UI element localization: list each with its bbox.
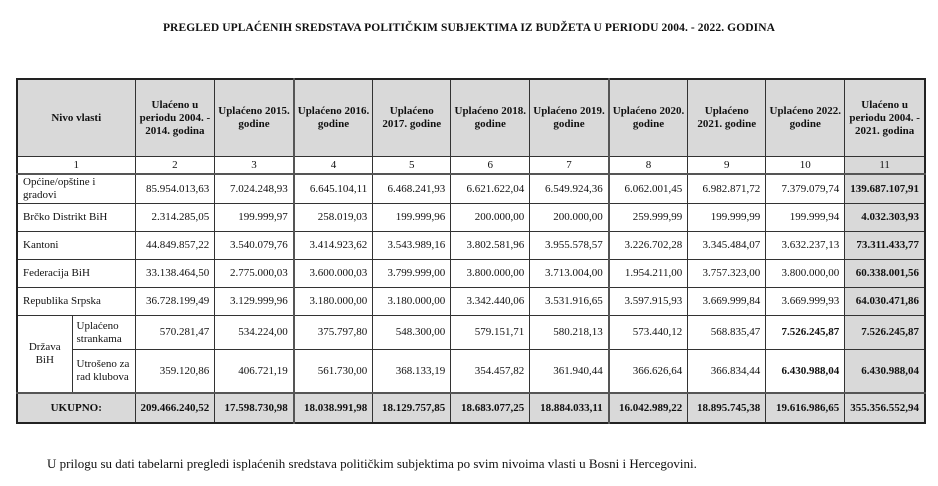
value-cell: 3.669.999,84	[688, 288, 766, 316]
value-cell: 3.799.999,00	[373, 260, 451, 288]
column-index-row	[17, 157, 925, 175]
row-label: Republika Srpska	[17, 288, 135, 316]
value-cell: 3.597.915,93	[609, 288, 688, 316]
value-cell: 199.999,97	[215, 204, 294, 232]
value-cell: 580.218,13	[530, 316, 609, 350]
value-cell: 366.834,44	[688, 350, 766, 394]
group-label-drzava-bih: Država BiH	[17, 316, 72, 394]
value-cell: 375.797,80	[294, 316, 373, 350]
total-cell: 139.687.107,91	[845, 174, 925, 204]
value-cell: 579.151,71	[451, 316, 530, 350]
value-cell: 199.999,96	[373, 204, 451, 232]
header-col-9: Uplaćeno 2021. godine	[688, 79, 766, 157]
value-cell: 368.133,19	[373, 350, 451, 394]
table-row-drzava-uplaceno	[17, 316, 925, 350]
index-cell: 5	[373, 157, 451, 175]
row-label: Uplaćeno strankama	[72, 316, 135, 350]
value-cell: 561.730,00	[294, 350, 373, 394]
index-cell: 9	[688, 157, 766, 175]
table-row-drzava-utroseno	[17, 350, 925, 394]
total-value-cell: 18.129.757,85	[373, 393, 451, 423]
document-title: PREGLED UPLAĆENIH SREDSTAVA POLITIČKIM SUBJEKTIMA IZ BUDŽETA U PERIODU 2004. - 2022. GODINA	[162, 22, 776, 34]
total-value-cell: 18.884.033,11	[530, 393, 609, 423]
value-cell: 6.430.988,04	[766, 350, 845, 394]
header-col-5: Uplaćeno 2017. godine	[373, 79, 451, 157]
value-cell: 44.849.857,22	[135, 232, 215, 260]
index-cell: 10	[766, 157, 845, 175]
index-cell: 1	[17, 157, 135, 175]
value-cell: 3.345.484,07	[688, 232, 766, 260]
total-cell: 4.032.303,93	[845, 204, 925, 232]
value-cell: 3.955.578,57	[530, 232, 609, 260]
row-label: Kantoni	[17, 232, 135, 260]
total-cell: 6.430.988,04	[845, 350, 925, 394]
value-cell: 3.543.989,16	[373, 232, 451, 260]
value-cell: 33.138.464,50	[135, 260, 215, 288]
value-cell: 3.632.237,13	[766, 232, 845, 260]
value-cell: 36.728.199,49	[135, 288, 215, 316]
value-cell: 361.940,44	[530, 350, 609, 394]
header-col-11: Ulaćeno u periodu 2004. - 2021. godina	[845, 79, 925, 157]
index-cell: 6	[451, 157, 530, 175]
value-cell: 7.526.245,87	[766, 316, 845, 350]
value-cell: 3.531.916,65	[530, 288, 609, 316]
value-cell: 3.757.323,00	[688, 260, 766, 288]
value-cell: 85.954.013,63	[135, 174, 215, 204]
value-cell: 3.226.702,28	[609, 232, 688, 260]
total-value-cell: 17.598.730,98	[215, 393, 294, 423]
value-cell: 366.626,64	[609, 350, 688, 394]
index-cell: 4	[294, 157, 373, 175]
value-cell: 199.999,99	[688, 204, 766, 232]
total-cell: 64.030.471,86	[845, 288, 925, 316]
header-col-7: Uplaćeno 2019. godine	[530, 79, 609, 157]
value-cell: 200.000,00	[530, 204, 609, 232]
value-cell: 3.802.581,96	[451, 232, 530, 260]
value-cell: 2.314.285,05	[135, 204, 215, 232]
value-cell: 6.645.104,11	[294, 174, 373, 204]
totals-row	[17, 393, 925, 423]
value-cell: 6.621.622,04	[451, 174, 530, 204]
value-cell: 570.281,47	[135, 316, 215, 350]
value-cell: 3.800.000,00	[766, 260, 845, 288]
header-col-3: Uplaćeno 2015. godine	[215, 79, 294, 157]
index-cell: 11	[845, 157, 925, 175]
value-cell: 7.024.248,93	[215, 174, 294, 204]
value-cell: 259.999,99	[609, 204, 688, 232]
header-nivo-vlasti: Nivo vlasti	[17, 79, 135, 157]
table-row	[17, 204, 925, 232]
value-cell: 6.468.241,93	[373, 174, 451, 204]
total-cell: 60.338.001,56	[845, 260, 925, 288]
header-row	[17, 79, 925, 157]
row-label: Općine/opštine i gradovi	[17, 174, 135, 204]
table-row	[17, 232, 925, 260]
index-cell: 2	[135, 157, 215, 175]
total-cell: 73.311.433,77	[845, 232, 925, 260]
value-cell: 568.835,47	[688, 316, 766, 350]
value-cell: 258.019,03	[294, 204, 373, 232]
value-cell: 3.180.000,00	[373, 288, 451, 316]
value-cell: 6.982.871,72	[688, 174, 766, 204]
value-cell: 6.062.001,45	[609, 174, 688, 204]
value-cell: 534.224,00	[215, 316, 294, 350]
value-cell: 200.000,00	[451, 204, 530, 232]
value-cell: 3.540.079,76	[215, 232, 294, 260]
value-cell: 573.440,12	[609, 316, 688, 350]
index-cell: 8	[609, 157, 688, 175]
value-cell: 3.129.999,96	[215, 288, 294, 316]
payments-table	[16, 78, 926, 424]
value-cell: 359.120,86	[135, 350, 215, 394]
value-cell: 548.300,00	[373, 316, 451, 350]
value-cell: 3.600.000,03	[294, 260, 373, 288]
total-value-cell: 18.038.991,98	[294, 393, 373, 423]
index-cell: 3	[215, 157, 294, 175]
value-cell: 7.379.079,74	[766, 174, 845, 204]
value-cell: 3.800.000,00	[451, 260, 530, 288]
table-row	[17, 260, 925, 288]
row-label: Brčko Distrikt BiH	[17, 204, 135, 232]
total-value-cell: 209.466.240,52	[135, 393, 215, 423]
value-cell: 199.999,94	[766, 204, 845, 232]
value-cell: 3.180.000,00	[294, 288, 373, 316]
value-cell: 354.457,82	[451, 350, 530, 394]
value-cell: 6.549.924,36	[530, 174, 609, 204]
header-col-2: Ulaćeno u periodu 2004. - 2014. godina	[135, 79, 215, 157]
value-cell: 3.414.923,62	[294, 232, 373, 260]
table-row	[17, 174, 925, 204]
table-row	[17, 288, 925, 316]
header-col-4: Uplaćeno 2016. godine	[294, 79, 373, 157]
header-col-10: Uplaćeno 2022. godine	[766, 79, 845, 157]
value-cell: 2.775.000,03	[215, 260, 294, 288]
total-value-cell: 16.042.989,22	[609, 393, 688, 423]
total-value-cell: 18.683.077,25	[451, 393, 530, 423]
header-col-8: Uplaćeno 2020. godine	[609, 79, 688, 157]
header-col-6: Uplaćeno 2018. godine	[451, 79, 530, 157]
value-cell: 3.669.999,93	[766, 288, 845, 316]
total-value-cell: 18.895.745,38	[688, 393, 766, 423]
value-cell: 3.713.004,00	[530, 260, 609, 288]
total-cell: 7.526.245,87	[845, 316, 925, 350]
footnote-text: U prilogu su dati tabelarni pregledi isplaćenih sredstava političkim subjektima po svim nivoima vlasti u Bosni i Hercegovini.	[47, 456, 697, 471]
value-cell: 3.342.440,06	[451, 288, 530, 316]
total-value-cell: 19.616.986,65	[766, 393, 845, 423]
index-cell: 7	[530, 157, 609, 175]
row-label: Utrošeno za rad klubova	[72, 350, 135, 394]
row-label: Federacija BiH	[17, 260, 135, 288]
value-cell: 406.721,19	[215, 350, 294, 394]
totals-label: UKUPNO:	[17, 393, 135, 423]
value-cell: 1.954.211,00	[609, 260, 688, 288]
grand-total-cell: 355.356.552,94	[845, 393, 925, 423]
